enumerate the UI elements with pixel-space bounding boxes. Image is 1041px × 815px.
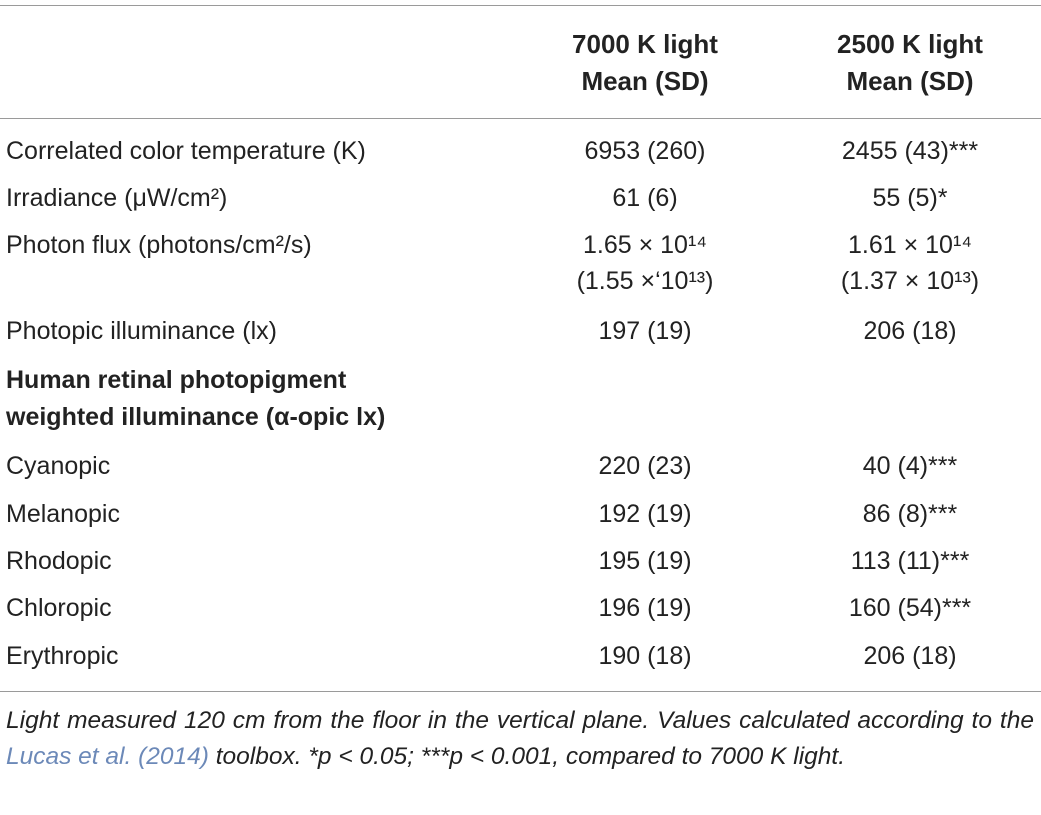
section-heading-line2: weighted illuminance (α-opic lx) (6, 403, 386, 431)
section-heading-line1: Human retinal photopigment (6, 366, 347, 394)
table-footnote (6, 703, 1034, 775)
value-2500k: 40 (4)*** (862, 452, 958, 480)
value-7000k: 6953 (260) (584, 137, 706, 165)
value-7000k: 195 (19) (598, 547, 692, 575)
value-2500k: 113 (11)*** (850, 547, 970, 575)
footnote-text-start: Light measured 120 cm from the floor in the vertical plane. Values calculated according to the (6, 707, 1034, 734)
value-2500k: 160 (54)*** (848, 594, 972, 622)
table-bottom-rule (0, 691, 1041, 692)
value-2500k (790, 227, 1030, 299)
value-2500k: 206 (18) (863, 642, 957, 670)
table-top-rule (0, 5, 1041, 6)
section-heading (6, 362, 385, 436)
column-header-2500k-line2: Mean (SD) (846, 66, 974, 96)
column-header-2500k-line1: 2500 K light (837, 29, 983, 59)
table-header-rule (0, 118, 1041, 119)
value-7000k-line1: 1.65 × 10¹⁴ (582, 231, 708, 259)
column-header-2500k (790, 26, 1030, 100)
row-label: Erythropic (6, 642, 119, 670)
value-2500k: 2455 (43)*** (841, 137, 979, 165)
row-label: Photopic illuminance (lx) (6, 317, 277, 345)
column-header-7000k (530, 26, 760, 100)
row-label: Rhodopic (6, 547, 112, 575)
value-2500k: 86 (8)*** (862, 500, 958, 528)
row-label: Correlated color temperature (K) (6, 137, 366, 165)
value-7000k: 197 (19) (598, 317, 692, 345)
column-header-7000k-line2: Mean (SD) (581, 66, 709, 96)
value-7000k: 61 (6) (612, 184, 678, 212)
row-label: Photon flux (photons/cm²/s) (6, 231, 312, 259)
footnote-citation-link[interactable]: Lucas et al. (2014) (6, 743, 209, 770)
value-2500k-line2: (1.37 × 10¹³) (840, 267, 980, 295)
value-7000k: 190 (18) (598, 642, 692, 670)
value-7000k: 196 (19) (598, 594, 692, 622)
column-header-7000k-line1: 7000 K light (572, 29, 718, 59)
value-7000k: 192 (19) (598, 500, 692, 528)
value-7000k-line2: (1.55 ×‘10¹³) (576, 267, 714, 295)
value-2500k: 55 (5)* (872, 184, 948, 212)
value-2500k-line1: 1.61 × 10¹⁴ (847, 231, 973, 259)
row-label: Irradiance (μW/cm²) (6, 184, 228, 212)
row-label: Chloropic (6, 594, 112, 622)
row-label: Cyanopic (6, 452, 111, 480)
value-7000k: 220 (23) (598, 452, 692, 480)
value-2500k: 206 (18) (863, 317, 957, 345)
footnote-text-end: toolbox. *p < 0.05; ***p < 0.001, compared to 7000 K light. (208, 743, 846, 770)
row-label: Melanopic (6, 500, 120, 528)
value-7000k (530, 227, 760, 299)
